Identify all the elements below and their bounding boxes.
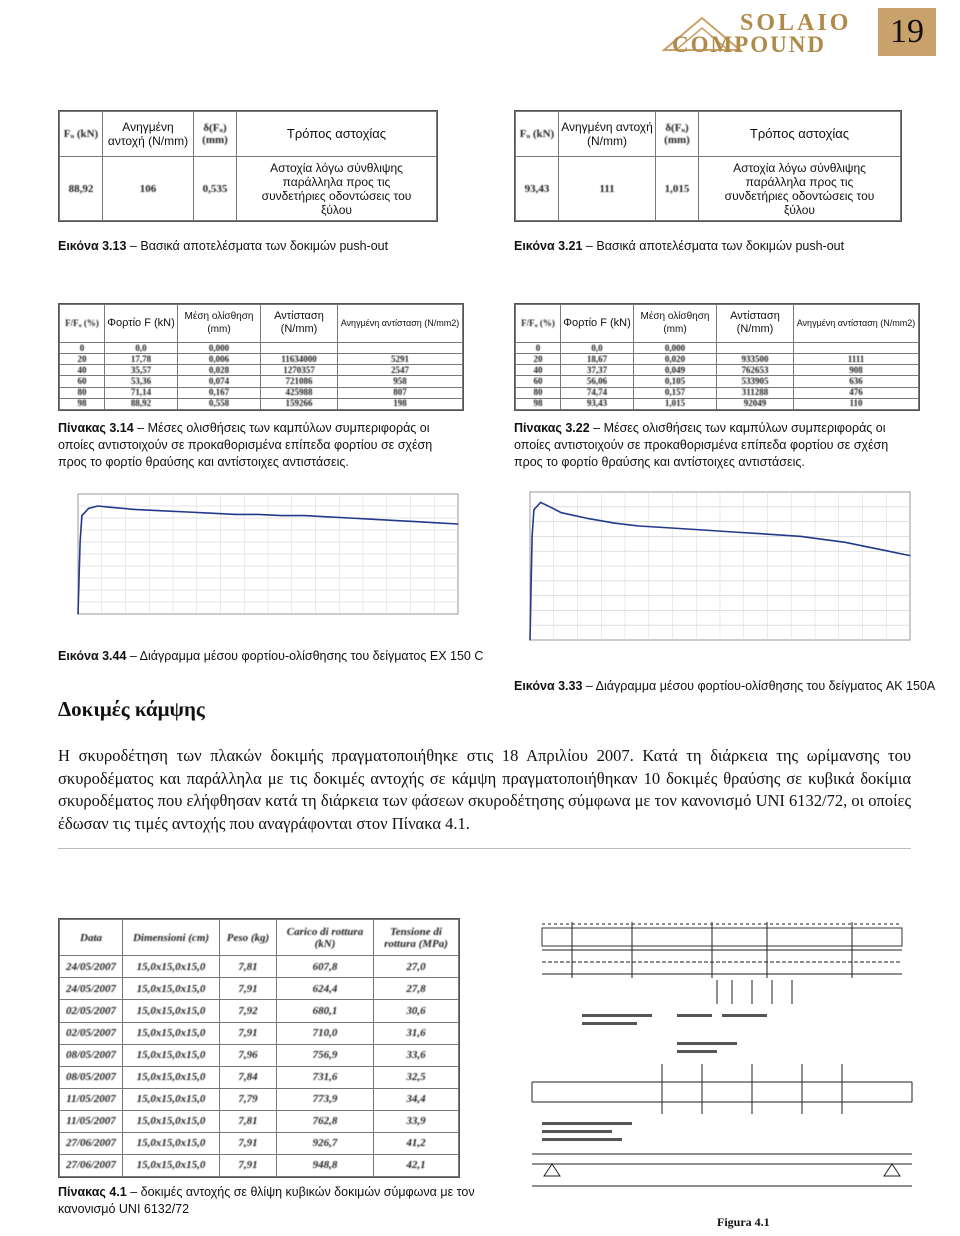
header-cell: Αντίσταση (N/mm) [717, 305, 794, 343]
cell: 933500 [717, 354, 794, 365]
cell: 1270357 [261, 365, 338, 376]
cell: 110 [794, 398, 919, 409]
caption-fig-344: Εικόνα 3.44 – Διάγραμμα μέσου φορτίου-ολίσθησης του δείγματος EX 150 C [58, 649, 484, 663]
cell: 02/05/2007 [60, 1022, 123, 1044]
cell: 93,43 [561, 398, 634, 409]
caption-label: Πίνακας 3.14 [58, 421, 134, 435]
cell: 159266 [261, 398, 338, 409]
header-cell: Μέση ολίσθηση (mm) [634, 305, 717, 343]
load-slip-chart-ak150a [508, 488, 918, 668]
table-row [60, 1000, 459, 1022]
cell: 5291 [338, 354, 463, 365]
cell: 30,6 [374, 1000, 459, 1022]
cell: 24/05/2007 [60, 956, 123, 978]
cell: 0,0 [105, 342, 178, 353]
cell: 1,015 [656, 157, 699, 221]
data-point [436, 522, 437, 523]
data-point [687, 528, 688, 529]
logo-top-text: SOLAIO [740, 10, 852, 36]
header-cell: F/Fᵤ (%) [60, 305, 105, 343]
slip-table-322 [514, 303, 920, 411]
header-cell: Fᵤ (kN) [60, 112, 103, 157]
cell: 53,36 [105, 376, 178, 387]
cell: 08/05/2007 [60, 1066, 123, 1088]
header-cell: Αντίσταση (N/mm) [261, 305, 338, 343]
cell: Αστοχία λόγω σύνθλιψης παράλληλα προς τις συνδετήριες οδοντώσεις του ξύλου [237, 157, 437, 221]
cell: 20 [516, 354, 561, 365]
table-row [60, 1066, 459, 1088]
cell: 958 [338, 376, 463, 387]
data-point [540, 502, 541, 503]
caption-text: Μέσες ολισθήσεις των καμπύλων συμπεριφοράς οι οποίες αντιστοιχούν σε προκαθορισμένα επίπεδα φορτίου σε σχέση προς το φορτίο θραύσης και αντίστοιχες αντιστάσεις. [514, 421, 889, 469]
results-table-321 [514, 110, 902, 222]
cell: 1,015 [634, 398, 717, 409]
table-row [60, 376, 463, 387]
cell: 807 [338, 387, 463, 398]
cell: 908 [794, 365, 919, 376]
caption-fig-333: Εικόνα 3.33 – Διάγραμμα μέσου φορτίου-ολίσθησης του δείγματος AK 150A [514, 679, 936, 693]
cell: 7,79 [220, 1088, 277, 1110]
cell: 762,8 [277, 1110, 374, 1132]
cell: 198 [338, 398, 463, 409]
data-point [136, 509, 137, 510]
cell: 2547 [338, 365, 463, 376]
data-point [663, 527, 664, 528]
data-point [88, 508, 89, 509]
caption-label: Εικόνα 3.33 [514, 679, 583, 693]
cell: 15,0x15,0x15,0 [123, 1154, 220, 1176]
data-point [710, 530, 711, 531]
header-cell: F/Fᵤ (%) [516, 305, 561, 343]
cell: 33,9 [374, 1110, 459, 1132]
table-row [516, 387, 919, 398]
cell: 7,91 [220, 1154, 277, 1176]
data-point [211, 513, 212, 514]
table-row [60, 387, 463, 398]
data-point [162, 510, 163, 511]
cell: 27/06/2007 [60, 1132, 123, 1154]
table-row [60, 342, 463, 353]
table-row [516, 365, 919, 376]
caption-label: Πίνακας 3.22 [514, 421, 590, 435]
cell: 0 [60, 342, 105, 353]
data-point [756, 533, 757, 534]
cell: 756,9 [277, 1044, 374, 1066]
cell: 0,558 [178, 398, 261, 409]
header-cell: Ανηγμένη αντοχή (N/mm) [559, 112, 656, 157]
caption-text: Διάγραμμα μέσου φορτίου-ολίσθησης του δείγματος AK 150A [595, 679, 936, 693]
data-point [561, 512, 562, 513]
data-point [532, 536, 533, 537]
cell: 15,0x15,0x15,0 [123, 1110, 220, 1132]
header-cell: δ(Fᵤ) (mm) [194, 112, 237, 157]
data-point [845, 542, 846, 543]
cell: 7,91 [220, 1132, 277, 1154]
data-point [97, 505, 98, 506]
cell: 680,1 [277, 1000, 374, 1022]
cell: 60 [60, 376, 105, 387]
cell: 311288 [717, 387, 794, 398]
caption-table-41: Πίνακας 4.1 – δοκιμές αντοχής σε θλίψη κυβικών δοκιμών σύμφωνα με τον κανονισμό UNI 6132/72 [58, 1185, 475, 1216]
cell: 40 [60, 365, 105, 376]
cell: 0,006 [178, 354, 261, 365]
cell: 98 [60, 398, 105, 409]
data-point [81, 515, 82, 516]
data-point [588, 518, 589, 519]
data-point [235, 514, 236, 515]
table-row [60, 398, 463, 409]
header-cell: Ανηγμένη αντίσταση (N/mm2) [794, 305, 919, 343]
compression-table-41 [58, 918, 460, 1178]
cell: 0,000 [634, 342, 717, 353]
load-slip-chart-ex150c [56, 488, 466, 640]
caption-label: Εικόνα 3.13 [58, 239, 127, 253]
cell: 33,6 [374, 1044, 459, 1066]
cell: 15,0x15,0x15,0 [123, 1000, 220, 1022]
data-point [529, 639, 530, 640]
cell: 24/05/2007 [60, 978, 123, 1000]
cell: 08/05/2007 [60, 1044, 123, 1066]
cell: 111 [559, 157, 656, 221]
table-row [60, 1154, 459, 1176]
cell: 607,8 [277, 956, 374, 978]
caption-table-322: Πίνακας 3.22 – Μέσες ολισθήσεις των καμπύλων συμπεριφοράς οι οποίες αντιστοιχούν σε προκαθορισμένα επίπεδα φορτίου σε σχέση προς το φορτίο θραύσης και αντίστοιχες αντιστάσεις. [514, 421, 889, 469]
cell: 624,4 [277, 978, 374, 1000]
caption-label: Εικόνα 3.44 [58, 649, 127, 663]
caption-text: Μέσες ολισθήσεις των καμπύλων συμπεριφοράς οι οποίες αντιστοιχούν σε προκαθορισμένα επίπεδα φορτίου σε σχέση προς το φορτίο θραύσης και αντίστοιχες αντιστάσεις. [58, 421, 433, 469]
cell: 106 [103, 157, 194, 221]
cell: 11634000 [261, 354, 338, 365]
results-table-313 [58, 110, 438, 222]
data-point [414, 521, 415, 522]
cell: 7,84 [220, 1066, 277, 1088]
cell: 15,0x15,0x15,0 [123, 1044, 220, 1066]
data-point [639, 525, 640, 526]
cell: 926,7 [277, 1132, 374, 1154]
cell: 15,0x15,0x15,0 [123, 978, 220, 1000]
table-row [516, 398, 919, 409]
data-point [258, 514, 259, 515]
cell: 35,57 [105, 365, 178, 376]
cell: 74,74 [561, 387, 634, 398]
data-point [888, 551, 889, 552]
table-row [516, 376, 919, 387]
cell: 721086 [261, 376, 338, 387]
data-point [823, 539, 824, 540]
header-cell: Φορτίο F (kN) [105, 305, 178, 343]
figure-41-caption: Figura 4.1 [717, 1215, 770, 1229]
caption-text: Διάγραμμα μέσου φορτίου-ολίσθησης του δείγματος EX 150 C [139, 649, 484, 663]
cell: 20 [60, 354, 105, 365]
header-cell: Ανηγμένη αντοχή (N/mm) [103, 112, 194, 157]
cell: 948,8 [277, 1154, 374, 1176]
logo-bottom-text: COMPOUND [672, 32, 826, 57]
cell: 7,81 [220, 1110, 277, 1132]
cell: 762653 [717, 365, 794, 376]
cell: 02/05/2007 [60, 1000, 123, 1022]
cell: 7,91 [220, 1022, 277, 1044]
cell: 34,4 [374, 1088, 459, 1110]
header-cell: Carico di rottura (kN) [277, 920, 374, 956]
data-point [393, 520, 394, 521]
data-point [349, 517, 350, 518]
table-row [60, 365, 463, 376]
caption-text: δοκιμές αντοχής σε θλίψη κυβικών δοκιμών σύμφωνα με τον κανονισμό UNI 6132/72 [58, 1185, 475, 1216]
data-point [866, 546, 867, 547]
caption-label: Πίνακας 4.1 [58, 1185, 127, 1199]
data-point [77, 613, 78, 614]
cell: Αστοχία λόγω σύνθλιψης παράλληλα προς τις συνδετήριες οδοντώσεις του ξύλου [699, 157, 901, 221]
cell: 636 [794, 376, 919, 387]
cell: 27/06/2007 [60, 1154, 123, 1176]
data-point [326, 516, 327, 517]
table-row [516, 354, 919, 365]
caption-fig-313: Εικόνα 3.13 – Βασικά αποτελέσματα των δοκιμών push-out [58, 239, 389, 253]
cell [261, 342, 338, 353]
cell [794, 342, 919, 353]
header-cell: Μέση ολίσθηση (mm) [178, 305, 261, 343]
cell: 27,0 [374, 956, 459, 978]
header-cell: Τρόπος αστοχίας [699, 112, 901, 157]
header-cell: Φορτίο F (kN) [561, 305, 634, 343]
cell: 7,91 [220, 978, 277, 1000]
cell: 0,049 [634, 365, 717, 376]
header-cell: Data [60, 920, 123, 956]
data-point [733, 531, 734, 532]
cell: 60 [516, 376, 561, 387]
cell: 11/05/2007 [60, 1088, 123, 1110]
cell: 15,0x15,0x15,0 [123, 1022, 220, 1044]
section-paragraph: Η σκυροδέτηση των πλακών δοκιμής πραγματοποιήθηκε στις 18 Απριλίου 2007. Κατά τη διάρκεια της ωρίμανσης του σκυροδέματος και παράλληλα με τις δοκιμές αντοχής σε κάμψη πραγματοποιήθηκαν 10 δοκιμές θραύσης σε κυβικά δοκίμια σκυροδέματος που ελήφθησαν κατά τη διάρκεια των φάσεων σκυροδέτησης σύμφωνα με τον κανονισμό UNI 6132/72, οι οποίες έδωσαν τις τιμές αντοχής που αναγράφονται στον Πίνακα 4.1. [58, 746, 911, 833]
data-point [281, 515, 282, 516]
cell: 15,0x15,0x15,0 [123, 1132, 220, 1154]
cell: 0,028 [178, 365, 261, 376]
header-cell: Dimensioni (cm) [123, 920, 220, 956]
cell: 476 [794, 387, 919, 398]
cell: 32,5 [374, 1066, 459, 1088]
data-point [549, 506, 550, 507]
cell: 42,1 [374, 1154, 459, 1176]
cell: 88,92 [60, 157, 103, 221]
cell: 1111 [794, 354, 919, 365]
cell: 7,96 [220, 1044, 277, 1066]
table-row [60, 1022, 459, 1044]
cell: 0,157 [634, 387, 717, 398]
table-row [60, 1132, 459, 1154]
table-row [60, 354, 463, 365]
cell: 41,2 [374, 1132, 459, 1154]
cell: 37,37 [561, 365, 634, 376]
data-point [187, 511, 188, 512]
cell: 710,0 [277, 1022, 374, 1044]
cell: 7,92 [220, 1000, 277, 1022]
cell: 88,92 [105, 398, 178, 409]
data-point [109, 507, 110, 508]
cell: 0,0 [561, 342, 634, 353]
data-point [801, 536, 802, 537]
cell: 80 [516, 387, 561, 398]
cell: 98 [516, 398, 561, 409]
divider [58, 848, 911, 849]
cell: 15,0x15,0x15,0 [123, 956, 220, 978]
cell: 425988 [261, 387, 338, 398]
section-heading: Δοκιμές κάμψης [58, 697, 205, 721]
cell: 0,105 [634, 376, 717, 387]
test-setup-drawing [512, 914, 922, 1204]
cell: 15,0x15,0x15,0 [123, 1066, 220, 1088]
cell: 17,78 [105, 354, 178, 365]
header-cell: Fᵤ (kN) [516, 112, 559, 157]
table-row [516, 342, 919, 353]
cell: 80 [60, 387, 105, 398]
caption-text: Βασικά αποτελέσματα των δοκιμών push-out [140, 239, 389, 253]
table-row [60, 1110, 459, 1132]
cell: 731,6 [277, 1066, 374, 1088]
cell: 31,6 [374, 1022, 459, 1044]
cell: 533905 [717, 376, 794, 387]
cell: 0,167 [178, 387, 261, 398]
header-cell: Peso (kg) [220, 920, 277, 956]
cell: 0,535 [194, 157, 237, 221]
cell: 40 [516, 365, 561, 376]
cell: 15,0x15,0x15,0 [123, 1088, 220, 1110]
cell: 7,81 [220, 956, 277, 978]
header-cell: Ανηγμένη αντίσταση (N/mm2) [338, 305, 463, 343]
cell [717, 342, 794, 353]
cell: 18,67 [561, 354, 634, 365]
cell: 92049 [717, 398, 794, 409]
cell: 0,074 [178, 376, 261, 387]
data-point [371, 519, 372, 520]
data-point [304, 515, 305, 516]
data-point [778, 534, 779, 535]
caption-label: Εικόνα 3.21 [514, 239, 583, 253]
slip-table-314 [58, 303, 464, 411]
data-point [614, 522, 615, 523]
cell: 93,43 [516, 157, 559, 221]
cell: 56,06 [561, 376, 634, 387]
cell: 71,14 [105, 387, 178, 398]
caption-table-314: Πίνακας 3.14 – Μέσες ολισθήσεις των καμπύλων συμπεριφοράς οι οποίες αντιστοιχούν σε προκαθορισμένα επίπεδα φορτίου σε σχέση προς το φορτίο θραύσης και αντίστοιχες αντιστάσεις. [58, 421, 433, 469]
page-number: 19 [878, 8, 936, 56]
cell [338, 342, 463, 353]
header-cell: Tensione di rottura (MPa) [374, 920, 459, 956]
cell: 0,000 [178, 342, 261, 353]
logo [662, 8, 862, 56]
data-point [533, 509, 534, 510]
data-point [80, 541, 81, 542]
cell: 0 [516, 342, 561, 353]
caption-fig-321: Εικόνα 3.21 – Βασικά αποτελέσματα των δοκιμών push-out [514, 239, 845, 253]
data-point [909, 555, 910, 556]
cell: 27,8 [374, 978, 459, 1000]
cell: 773,9 [277, 1088, 374, 1110]
cell: 11/05/2007 [60, 1110, 123, 1132]
table-row [60, 956, 459, 978]
cell: 0,020 [634, 354, 717, 365]
table-row [60, 1044, 459, 1066]
data-point [457, 523, 458, 524]
header-cell: δ(Fᵤ) (mm) [656, 112, 699, 157]
header-cell: Τρόπος αστοχίας [237, 112, 437, 157]
caption-text: Βασικά αποτελέσματα των δοκιμών push-out [596, 239, 845, 253]
table-row [60, 1088, 459, 1110]
table-row [60, 978, 459, 1000]
